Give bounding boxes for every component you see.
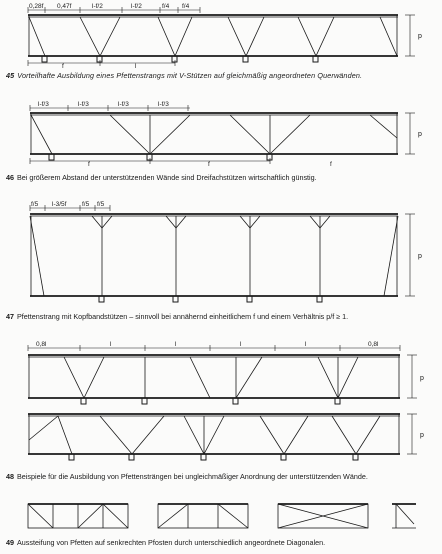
- caption-number: 48: [6, 472, 14, 481]
- bracing-panel-2: [158, 504, 248, 528]
- bracing-panel-4: [392, 504, 416, 528]
- caption-47: [6, 312, 438, 321]
- bracing-panel-1: [28, 504, 128, 528]
- dim-label-1: 0,8l: [36, 341, 47, 348]
- dim-bottom-l: l: [135, 63, 137, 70]
- dim-label-1: f/5: [31, 201, 39, 208]
- caption-48: [6, 472, 438, 481]
- caption-number: 47: [6, 312, 14, 321]
- dim-label-5: f/4: [162, 3, 170, 10]
- figure-48-diagram: [0, 340, 442, 468]
- dim-label-6: 0,8l: [368, 341, 379, 348]
- height-label-p: p: [418, 253, 422, 260]
- dim-label-4: l: [240, 341, 242, 348]
- dim-label-3: l-f/2: [92, 3, 103, 10]
- caption-46: [6, 173, 438, 182]
- dim-label-4: l-f/2: [131, 3, 142, 10]
- dim-label-3: f/5: [82, 201, 90, 208]
- figure-49-diagram: [0, 498, 442, 534]
- dim-bottom-f: f: [62, 63, 64, 70]
- caption-text: Beispiele für die Ausbildung von Pfettensträngen bei ungleichmäßiger Anordnung der unterstützenden Wände.: [17, 472, 368, 481]
- dim-label-2: l-3/5f: [52, 201, 67, 208]
- height-label-p: p: [418, 33, 422, 40]
- caption-text: Bei größerem Abstand der unterstützenden Wände sind Dreifachstützen wirtschaftlich günstig.: [17, 173, 317, 182]
- dim-bottom-f-1: f: [88, 161, 90, 168]
- dim-label-6: f/4: [182, 3, 190, 10]
- caption-number: 49: [6, 538, 14, 547]
- dim-label-2: l-f/3: [78, 101, 89, 108]
- dim-bottom-f-3: f: [330, 161, 332, 168]
- figure-45-diagram: [0, 0, 442, 70]
- dim-label-2: l: [110, 341, 112, 348]
- dim-label-5: l: [305, 341, 307, 348]
- figure-46-diagram: [0, 98, 442, 170]
- caption-number: 46: [6, 173, 14, 182]
- dim-label-1: 0,28f: [29, 3, 44, 10]
- height-label-p-lower: p: [420, 432, 424, 439]
- dim-label-1: l-f/3: [38, 101, 49, 108]
- caption-text: Aussteifung von Pfetten auf senkrechten Pfosten durch unterschiedlich angeordnete Diagonalen.: [17, 538, 326, 547]
- dim-bottom-f-2: f: [208, 161, 210, 168]
- dim-label-2: 0,47f: [57, 3, 72, 10]
- caption-49: [6, 538, 438, 547]
- height-label-p: p: [418, 131, 422, 138]
- dim-label-3: l: [175, 341, 177, 348]
- caption-text: Vorteilhafte Ausbildung eines Pfettenstrangs mit V-Stützen auf gleichmäßig angeordneten Querwänden.: [17, 71, 363, 80]
- figure-47-diagram: [0, 198, 442, 310]
- dim-label-4: l-f/3: [158, 101, 169, 108]
- dim-label-3: l-f/3: [118, 101, 129, 108]
- dim-label-4: f/5: [97, 201, 105, 208]
- bracing-panel-3: [278, 504, 368, 528]
- caption-number: 45: [6, 71, 15, 80]
- caption-45: [6, 71, 438, 80]
- height-label-p-upper: p: [420, 375, 424, 382]
- caption-text: Pfettenstrang mit Kopfbandstützen – sinnvoll bei annähernd einheitlichem f und einem Verhältnis p/f ≥ 1.: [17, 312, 349, 321]
